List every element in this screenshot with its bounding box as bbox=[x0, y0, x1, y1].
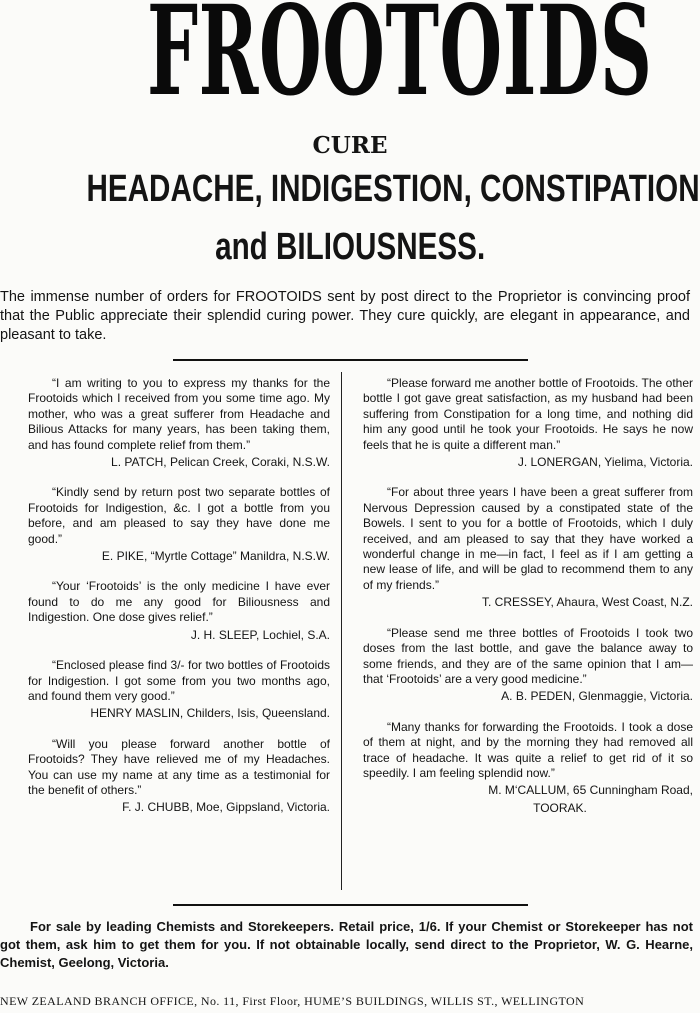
testimonial-text: “Many thanks for forwarding the Frootoids. I took a dose of them at night, and by the morning they had removed all trace of headache. It was quite a relief to get rid of it so speedily. I am feeling splendid now.” bbox=[363, 719, 693, 780]
branch-office-line: NEW ZEALAND BRANCH OFFICE, No. 11, First Floor, HUME’S BUILDINGS, WILLIS ST., WELLINGTON bbox=[0, 994, 585, 1008]
testimonial-signature: T. CRESSEY, Ahaura, West Coast, N.Z. bbox=[482, 595, 693, 610]
column-divider bbox=[341, 372, 342, 890]
testimonial-signature: E. PIKE, “Myrtle Cottage” Manildra, N.S.W. bbox=[101, 549, 330, 564]
testimonial bbox=[28, 658, 330, 722]
top-divider bbox=[173, 359, 528, 361]
testimonials-left-column bbox=[28, 376, 330, 831]
testimonial bbox=[363, 376, 693, 470]
testimonial bbox=[28, 376, 330, 470]
testimonial-text: “For about three years I have been a great sufferer from Nervous Depression caused by a constipated state of the Bowels. I sent to you for a bottle of Frootoids, which I duly received, and am pleased to say that they have worked a wonderful change in me—in fact, I feel as if I am getting a new lease of life, and will be glad to recommend them to any of my friends.” bbox=[363, 485, 693, 592]
testimonial bbox=[363, 720, 693, 816]
testimonial-text: “Will you please forward another bottle of Frootoids? They have relieved me of my Headaches. You can use my name at any time as a testimonial for the benefit of others.” bbox=[28, 736, 330, 797]
testimonial bbox=[28, 485, 330, 564]
headline-ailments bbox=[0, 168, 700, 210]
testimonial bbox=[363, 485, 693, 610]
testimonial-signature: J. LONERGAN, Yielima, Victoria. bbox=[517, 455, 693, 470]
testimonial bbox=[28, 737, 330, 816]
testimonial-text: “Kindly send by return post two separate bottles of Frootoids for Indigestion, &c. I got a bottle from you before, and am pleased to say they have done me good.” bbox=[28, 485, 330, 546]
testimonial-signature: M. M‘CALLUM, 65 Cunningham Road, bbox=[488, 783, 693, 798]
testimonial-signature: HENRY MASLIN, Childers, Isis, Queensland. bbox=[90, 706, 330, 721]
testimonial-signature: L. PATCH, Pelican Creek, Coraki, N.S.W. bbox=[111, 455, 330, 470]
sale-notice bbox=[0, 918, 693, 972]
headline-biliousness bbox=[0, 226, 700, 268]
testimonial-text: “Enclosed please find 3/- for two bottles of Frootoids for Indigestion. I got some from you two months ago, and found them very good.” bbox=[28, 658, 330, 703]
testimonial-text: “Please send me three bottles of Frootoids I took two doses from the last bottle, and gave the balance away to some friends, and they are of the same opinion that I am—that ‘Frootoids’ are a very good medicine.” bbox=[363, 625, 693, 686]
headline-line-1: HEADACHE, INDIGESTION, CONSTIPATION bbox=[86, 168, 700, 210]
testimonial-text: “I am writing to you to express my thanks for the Frootoids which I received from you some time ago. My mother, who was a great sufferer from Headache and Bilious Attacks for many years, has been taking them, and has found complete relief from them.” bbox=[28, 376, 330, 452]
testimonial-signature: A. B. PEDEN, Glenmaggie, Victoria. bbox=[501, 689, 693, 704]
testimonial bbox=[363, 626, 693, 705]
testimonial bbox=[28, 579, 330, 643]
brand-title: FROOTOIDS bbox=[147, 0, 653, 124]
testimonial-signature-suburb: TOORAK. bbox=[533, 800, 587, 815]
cure-heading: CURE bbox=[312, 132, 388, 159]
testimonials-right-column bbox=[363, 376, 693, 831]
testimonial-signature: F. J. CHUBB, Moe, Gippsland, Victoria. bbox=[122, 800, 330, 815]
bottom-divider bbox=[173, 904, 528, 906]
intro-paragraph: The immense number of orders for FROOTOIDS sent by post direct to the Proprietor is convincing proof that the Public appreciate their splendid curing power. They cure quickly, are elegant in appearance, and pleasant to take. bbox=[0, 289, 690, 343]
sale-notice-text: For sale by leading Chemists and Storekeepers. Retail price, 1/6. If your Chemist or Storekeeper has not got them, ask him to get them for you. If not obtainable locally, send direct to the Proprietor, W. G. Hearne, Chemist, Geelong, Victoria. bbox=[0, 919, 693, 970]
testimonial-text: “Please forward me another bottle of Frootoids. The other bottle I got gave great satisfaction, as my husband had been suffering from Constipation for a long time, and nothing did him any good until he took your Frootoids. He says he now feels that he is quite a different man.” bbox=[363, 376, 693, 452]
headline-line-2: and BILIOUSNESS. bbox=[214, 226, 486, 268]
testimonial-text: “Your ‘Frootoids’ is the only medicine I have ever found to do me any good for Biliousness and Indigestion. One dose gives relief.” bbox=[28, 579, 330, 625]
testimonial-signature: J. H. SLEEP, Lochiel, S.A. bbox=[190, 627, 330, 642]
